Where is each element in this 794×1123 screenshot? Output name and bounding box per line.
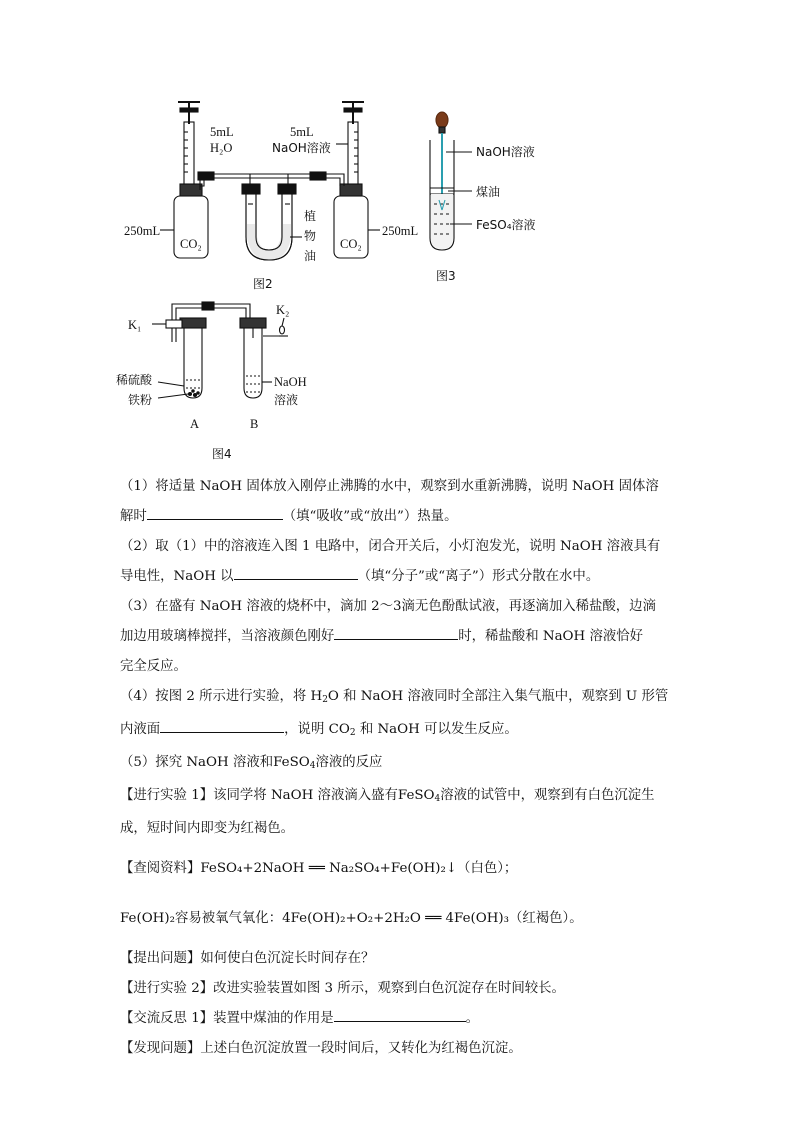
fig4-tube-b-label: B xyxy=(250,417,259,431)
q4-line1-b: O 和 NaOH 溶液同时全部注入集气瓶中，观察到 U 形管 xyxy=(327,689,669,704)
fig4-naoh-label-1: NaOH xyxy=(274,375,307,389)
q1-line2-pre: 解时 xyxy=(120,509,147,524)
question-text xyxy=(120,472,680,1064)
q4-line1: （4）按图 2 所示进行实验，将 $H_2O$ 和 NaOH 溶液同时全部注入集气瓶中，观察到 U 形管 xyxy=(120,689,669,705)
q1-answer-blank[interactable] xyxy=(147,505,283,520)
q3-line3: 完全反应。 xyxy=(120,659,187,674)
experiment1-text-b: 溶液的试管中，观察到有白色沉淀生 xyxy=(440,788,655,803)
q1-line2 xyxy=(120,502,680,532)
q4-line2-post: 和 NaOH 可以发生反应。 xyxy=(355,722,518,737)
q4-line2: 内液面 ，说明 $CO_2$ 和 NaOH 可以发生反应。 xyxy=(120,715,680,748)
q2-line2 xyxy=(120,562,680,592)
fig3-naoh-label: NaOH溶液 xyxy=(476,145,535,159)
experiment2-line xyxy=(120,974,680,1004)
fig3-test-tube xyxy=(430,112,472,250)
question-raised-tag: 【提出问题】 xyxy=(120,951,201,966)
reference-eq1: FeSO₄+2NaOH ══ Na₂SO₄+Fe(OH)₂↓（白色）； xyxy=(200,861,518,876)
q5-line-a: （5）探究 NaOH 溶液和FeSO xyxy=(120,755,310,770)
fig2-right-gas: CO₂ xyxy=(340,237,362,251)
q3-line1: （3）在盛有 NaOH 溶液的烧杯中，滴加 2～3滴无色酚酞试液，再逐滴加入稀盐酸，边滴 xyxy=(120,599,656,614)
reflection1-tag: 【交流反思 1】 xyxy=(120,1011,214,1026)
experiment1-line2: 成，短时间内即变为红褐色。 xyxy=(120,821,295,836)
q4-line2-mid: ，说明 CO xyxy=(284,722,350,737)
fig2-left-syringe-content: H₂O xyxy=(210,141,233,155)
fig2-oil-label-2: 物 xyxy=(304,229,317,243)
fig2-left-gas: CO₂ xyxy=(180,237,202,251)
fig2-oil-label-3: 油 xyxy=(304,249,317,263)
fig2-left-volume: 250mL xyxy=(124,224,161,238)
fig2-caption: 图2 xyxy=(253,277,273,291)
experiment2-text: 改进实验装置如图 3 所示，观察到白色沉淀存在时间较长。 xyxy=(213,981,565,996)
reflection1-answer-blank[interactable] xyxy=(334,1007,466,1022)
q4-answer-blank[interactable] xyxy=(160,718,284,733)
reference-eq2: Fe(OH)₂容易被氧气氧化：4Fe(OH)₂+O₂+2H₂O ══ 4Fe(OH)₃（红褐色）。 xyxy=(120,911,583,926)
fig2-right-syringe-content: NaOH溶液 xyxy=(272,141,331,155)
fig4-caption: 图4 xyxy=(212,447,232,461)
q3-line2-post: 时，稀盐酸和 NaOH 溶液恰好 xyxy=(458,629,644,644)
fig3-feso4-label: FeSO₄溶液 xyxy=(476,218,536,232)
q2-line2-post: （填“分子”或“离子”）形式分散在水中。 xyxy=(357,569,600,584)
q5-line-b: 溶液的反应 xyxy=(315,755,383,770)
q2-line2-pre: 导电性，NaOH 以 xyxy=(120,569,234,584)
fig2-right-volume: 250mL xyxy=(382,224,419,238)
reflection1-text-pre: 装置中煤油的作用是 xyxy=(213,1011,334,1026)
experiment1-line1: 【进行实验 1】该同学将 NaOH 溶液滴入盛有FeSO$_4$溶液的试管中，观察到有白色沉淀生 xyxy=(120,788,655,804)
experiment1-tag: 【进行实验 1】 xyxy=(120,788,214,803)
q2-answer-blank[interactable] xyxy=(234,565,358,580)
discovery-text: 上述白色沉淀放置一段时间后，又转化为红褐色沉淀。 xyxy=(200,1041,522,1056)
fig3-kerosene-label: 煤油 xyxy=(476,185,501,199)
fig2-left-syringe-volume: 5mL xyxy=(210,125,234,139)
fig4-naoh-label-2: 溶液 xyxy=(274,393,299,407)
fig4-k2-label: K₂ xyxy=(276,303,290,317)
q3-line2 xyxy=(120,622,680,652)
reference-tag: 【查阅资料】 xyxy=(120,861,201,876)
fig2-oil-label-1: 植 xyxy=(304,209,317,223)
fig4-apparatus xyxy=(152,302,288,398)
reference-line1 xyxy=(120,854,680,884)
q1-line1: （1）将适量 NaOH 固体放入刚停止沸腾的水中，观察到水重新沸腾，说明 NaOH 固体溶 xyxy=(120,479,659,494)
fig2-right-bottle xyxy=(326,102,380,258)
experiment1-text-a: 该同学将 NaOH 溶液滴入盛有FeSO xyxy=(213,788,435,803)
discovery-line xyxy=(120,1034,680,1064)
q3-answer-blank[interactable] xyxy=(334,625,458,640)
fig4-tube-a-label: A xyxy=(190,417,200,431)
fig2-right-syringe-volume: 5mL xyxy=(290,125,314,139)
q4-line2-pre: 内液面 xyxy=(120,722,161,737)
fig4-iron-label: 铁粉 xyxy=(128,393,153,407)
q1-line2-post: （填“吸收”或“放出”）热量。 xyxy=(282,509,458,524)
q4-line1-a: （4）按图 2 所示进行实验，将 H xyxy=(120,689,323,704)
apparatus-diagram xyxy=(100,92,580,464)
experiment2-tag: 【进行实验 2】 xyxy=(120,981,214,996)
fig4-k1-label: K₁ xyxy=(128,318,142,332)
reflection1-text-post: 。 xyxy=(465,1011,480,1026)
q5-line: （5）探究 NaOH 溶液和FeSO$_4$溶液的反应 xyxy=(120,755,383,771)
q3-line2-pre: 加边用玻璃棒搅拌，当溶液颜色刚好 xyxy=(120,629,335,644)
reflection1-line xyxy=(120,1004,680,1034)
fig3-caption: 图3 xyxy=(436,269,456,283)
question-raised-line xyxy=(120,944,680,974)
q2-line1: （2）取（1）中的溶液连入图 1 电路中，闭合开关后，小灯泡发光，说明 NaOH 溶液具有 xyxy=(120,539,661,554)
question-raised-text: 如何使白色沉淀长时间存在？ xyxy=(200,951,375,966)
discovery-tag: 【发现问题】 xyxy=(120,1041,201,1056)
fig4-acid-label: 稀硫酸 xyxy=(116,373,153,387)
experiment-figures xyxy=(100,92,580,464)
